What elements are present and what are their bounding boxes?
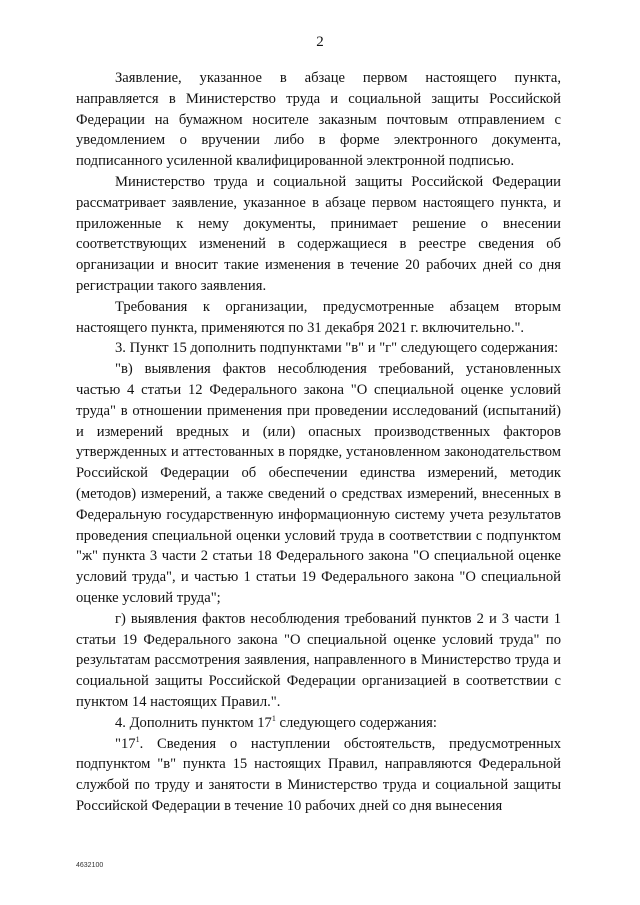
paragraph-subitem-g: г) выявления фактов несоблюдения требований пунктов 2 и 3 части 1 статьи 19 Федерального закона "О специальной оценке условий труда" по результатам рассмотрения заявления, направленного в Министерство труда и социальной защиты Российской Федерации организацией в соответствии с пунктом 14 настоящих Правил.". xyxy=(76,610,561,710)
paragraph-requirements-date: Требования к организации, предусмотренные абзацем вторым настоящего пункта, применяются по 31 декабря 2021 г. включительно.". xyxy=(76,298,561,336)
document-body xyxy=(76,68,561,817)
item17-superscript: 1 xyxy=(135,734,140,744)
page-number: 2 xyxy=(316,34,324,50)
paragraph-item-3: 3. Пункт 15 дополнить подпунктами "в" и "г" следующего содержания: xyxy=(115,340,559,357)
paragraph-subitem-v: "в) выявления фактов несоблюдения требований, установленных частью 4 статьи 12 Федерального закона "О специальной оценке условий труда" в отношении применения при проведении исследований (испытаний) и измерений вредных и (или) опасных производственных факторов утвержденных и аттестованных в порядке, установленном законодательством Российской Федерации об обеспечении единства измерений, методик (методов) измерений, а также сведений о средствах измерений, внесенных в Федеральную государственную информационную систему учета результатов проведения специальной оценки условий труда в соответствии с подпунктом "ж" пункта 3 части 2 статьи 18 Федерального закона "О специальной оценке условий труда", и частью 1 статьи 19 Федерального закона "О специальной оценке условий труда"; xyxy=(76,361,561,606)
item4-superscript: 1 xyxy=(271,713,276,723)
item17-text-before: "17 xyxy=(115,735,136,752)
document-code: 4632100 xyxy=(76,862,104,869)
paragraph-item-17-1 xyxy=(76,734,561,817)
paragraph-item-4 xyxy=(76,713,561,734)
paragraph-ministry-review: Министерство труда и социальной защиты Российской Федерации рассматривает заявление, указанное в абзаце первом настоящего пункта, и приложенные к нему документы, принимает решение о внесении соответствующих изменений в содержащиеся в реестре сведения об организации и вносит такие изменения в течение 20 рабочих дней со дня регистрации такого заявления. xyxy=(76,173,561,294)
paragraph-application-sending: Заявление, указанное в абзаце первом настоящего пункта, направляется в Министерство труда и социальной защиты Российской Федерации на бумажном носителе заказным почтовым отправлением с уведомлением о вручении либо в форме электронного документа, подписанного усиленной квалифицированной электронной подписью. xyxy=(76,70,561,170)
item4-text-before: 4. Дополнить пунктом 17 xyxy=(115,714,272,731)
item17-text-after: . Сведения о наступлении обстоятельств, предусмотренных подпунктом "в" пункта 15 настоящих Правил, направляются Федеральной службой по труду и занятости в Министерство труда и социальной защиты Российской Федерации в течение 10 рабочих дней со дня вынесения xyxy=(76,735,561,814)
item4-text-after: следующего содержания: xyxy=(275,714,437,731)
